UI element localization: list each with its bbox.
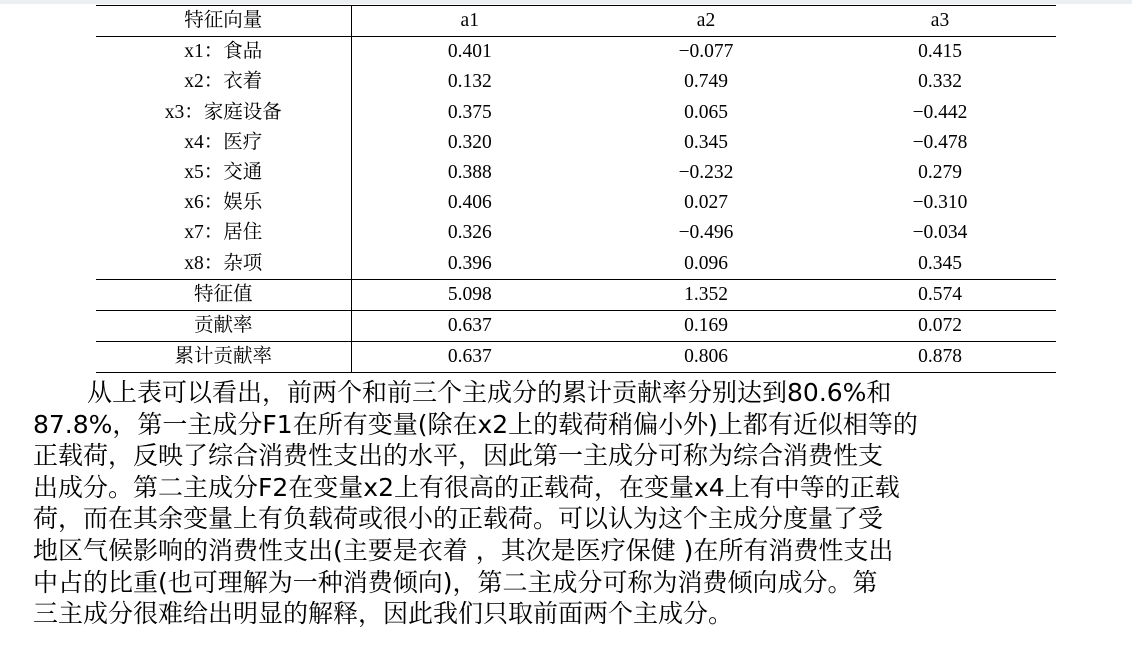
- loading-rows: [96, 37, 1056, 280]
- cell-a3: −0.478: [912, 131, 968, 153]
- table-row: [96, 249, 1056, 280]
- cell-a2: −0.077: [678, 41, 734, 63]
- table-row: [96, 158, 1056, 188]
- table-header: [96, 6, 1056, 37]
- cell-a1: 0.637: [447, 346, 492, 368]
- cell-a2: 0.096: [684, 252, 728, 274]
- row-label: x7：居住: [96, 218, 351, 248]
- cell-a1: 0.396: [447, 252, 492, 274]
- header-row: [96, 6, 1056, 37]
- row-label: 累计贡献率: [96, 342, 351, 373]
- summary-rows: [96, 279, 1056, 373]
- cell-a1: 0.401: [447, 41, 492, 63]
- cell-a3: 0.072: [918, 314, 962, 336]
- cell-a2: −0.496: [678, 222, 734, 244]
- cell-a3: 0.415: [918, 41, 962, 63]
- cell-a3: 0.332: [918, 71, 962, 93]
- paragraph-line: 中占的比重(也可理解为一种消费倾向)，第二主成分可称为消费倾向成分。第: [33, 567, 878, 597]
- header-feature-vector: 特征向量: [96, 6, 351, 37]
- header-a1: a1: [460, 10, 479, 32]
- paragraph-line: 正载荷，反映了综合消费性支出的水平，因此第一主成分可称为综合消费性支: [33, 441, 884, 471]
- row-label: x2：衣着: [96, 67, 351, 97]
- table-row: [96, 128, 1056, 158]
- cell-a2: 0.345: [684, 131, 728, 153]
- paragraph-line: 87.8%，第一主成分F1在所有变量(除在x2上的载荷稍偏小外)上都有近似相等的: [33, 409, 918, 439]
- table-row: [96, 98, 1056, 128]
- row-label: 特征值: [96, 279, 351, 310]
- cell-a3: 0.345: [918, 252, 962, 274]
- table-row: [96, 37, 1056, 68]
- paragraph-line: 出成分。第二主成分F2在变量x2上有很高的正载荷，在变量x4上有中等的正载: [33, 472, 900, 502]
- cell-a2: −0.232: [678, 162, 734, 184]
- row-label: 贡献率: [96, 310, 351, 341]
- cell-a3: −0.442: [912, 101, 968, 123]
- cell-a1: 0.375: [447, 101, 492, 123]
- cell-a1: 5.098: [447, 283, 492, 305]
- row-label: x6：娱乐: [96, 188, 351, 218]
- cell-a1: 0.320: [447, 131, 492, 153]
- cell-a1: 0.406: [447, 192, 492, 214]
- loadings-table: [96, 5, 1056, 373]
- cell-a3: 0.279: [918, 162, 962, 184]
- cell-a1: 0.132: [447, 71, 492, 93]
- cell-a2: 0.749: [684, 71, 728, 93]
- row-label: x4：医疗: [96, 128, 351, 158]
- eigenvalue-row: [96, 279, 1056, 310]
- analysis-paragraph: [33, 377, 1073, 630]
- table-row: [96, 67, 1056, 97]
- contribution-row: [96, 310, 1056, 341]
- row-label: x5：交通: [96, 158, 351, 188]
- table-row: [96, 218, 1056, 248]
- cell-a1: 0.388: [447, 162, 492, 184]
- cell-a1: 0.326: [447, 222, 492, 244]
- row-label: x3：家庭设备: [96, 98, 351, 128]
- cumulative-contribution-row: [96, 342, 1056, 373]
- cell-a3: −0.034: [912, 222, 968, 244]
- cell-a3: −0.310: [912, 192, 968, 214]
- table-row: [96, 188, 1056, 218]
- row-label: x8：杂项: [96, 249, 351, 280]
- cell-a2: 0.027: [684, 192, 728, 214]
- paragraph-line: 三主成分很难给出明显的解释，因此我们只取前面两个主成分。: [33, 599, 734, 629]
- cell-a2: 0.806: [684, 346, 728, 368]
- cell-a2: 0.065: [684, 101, 728, 123]
- cell-a3: 0.878: [918, 346, 962, 368]
- paragraph-line: 从上表可以看出，前两个和前三个主成分的累计贡献率分别达到80.6%和: [87, 378, 892, 407]
- paragraph-line: 地区气候影响的消费性支出(主要是衣着 ，其次是医疗保健 )在所有消费性支出: [33, 535, 894, 565]
- cell-a2: 1.352: [684, 283, 728, 305]
- top-strip: [0, 0, 1132, 4]
- row-label: x1：食品: [96, 37, 351, 68]
- paragraph-line: 荷，而在其余变量上有负载荷或很小的正载荷。可以认为这个主成分度量了受: [33, 504, 884, 534]
- cell-a3: 0.574: [918, 283, 962, 305]
- cell-a1: 0.637: [447, 314, 492, 336]
- header-a2: a2: [696, 10, 716, 32]
- header-a3: a3: [930, 10, 950, 32]
- cell-a2: 0.169: [684, 314, 728, 336]
